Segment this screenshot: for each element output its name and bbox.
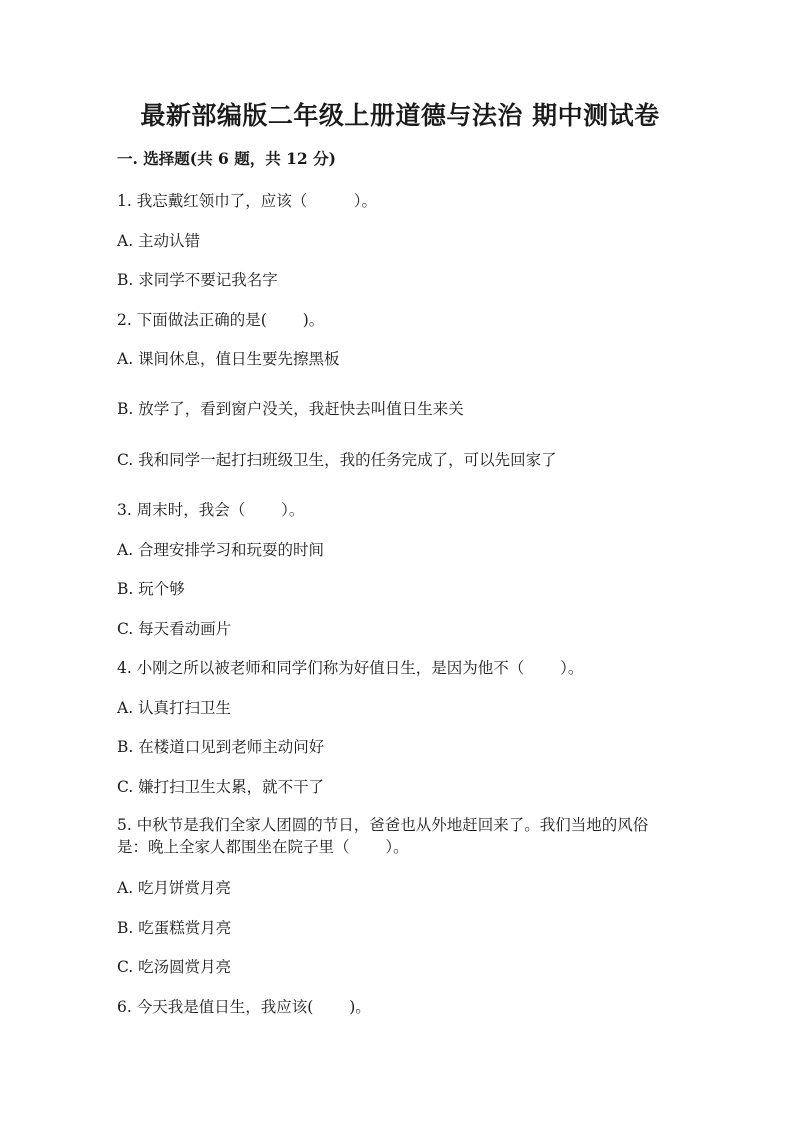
- question-5-option-b: B. 吃蛋糕赏月亮: [117, 919, 232, 937]
- question-3-option-a: A. 合理安排学习和玩耍的时间: [117, 541, 325, 559]
- question-2-option-b: B. 放学了，看到窗户没关，我赶快去叫值日生来关: [117, 400, 464, 418]
- question-5-option-c: C. 吃汤圆赏月亮: [117, 958, 232, 976]
- question-5-option-a: A. 吃月饼赏月亮: [117, 879, 232, 897]
- question-4-option-a: A. 认真打扫卫生: [117, 699, 232, 717]
- question-4-option-c: C. 嫌打扫卫生太累，就不干了: [117, 778, 325, 796]
- question-5-stem: [117, 814, 677, 858]
- question-1-option-a: A. 主动认错: [117, 232, 201, 250]
- question-3-option-c: C. 每天看动画片: [117, 620, 232, 638]
- section-heading: 一. 选择题(共 6 题，共 12 分): [117, 149, 336, 168]
- question-3-option-b: B. 玩个够: [117, 580, 185, 598]
- question-5-stem-line2: 是：晚上全家人都围坐在院子里（ ）。: [117, 838, 409, 856]
- question-1-stem: 1. 我忘戴红领巾了，应该（ ）。: [117, 192, 377, 210]
- question-2-option-a: A. 课间休息，值日生要先擦黑板: [117, 350, 340, 368]
- question-2-stem: 2. 下面做法正确的是( )。: [117, 311, 325, 329]
- page-title: 最新部编版二年级上册道德与法治 期中测试卷: [140, 101, 660, 130]
- question-1-option-b: B. 求同学不要记我名字: [117, 271, 278, 289]
- question-4-stem: 4. 小刚之所以被老师和同学们称为好值日生，是因为他不（ ）。: [117, 659, 584, 677]
- question-3-stem: 3. 周末时，我会（ ）。: [117, 501, 305, 519]
- question-5-stem-line1: 5. 中秋节是我们全家人团圆的节日，爸爸也从外地赶回来了。我们当地的风俗: [117, 816, 649, 834]
- question-6-stem: 6. 今天我是值日生，我应该( )。: [117, 998, 371, 1016]
- question-2-option-c: C. 我和同学一起打扫班级卫生，我的任务完成了，可以先回家了: [117, 451, 557, 469]
- question-4-option-b: B. 在楼道口见到老师主动问好: [117, 738, 325, 756]
